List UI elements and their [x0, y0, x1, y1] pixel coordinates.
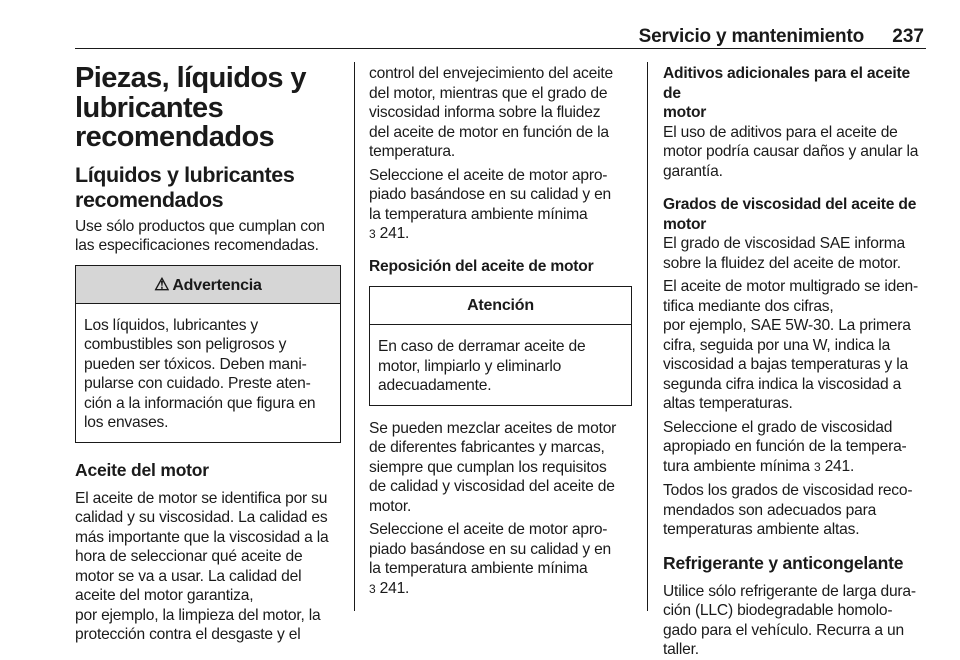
notice-body: En caso de derramar aceite de motor, limpiarlo y eliminarlo adecuadamente. — [378, 338, 586, 394]
section-heading: Líquidos y lubricantes recomendados — [75, 162, 295, 212]
chapter-heading: Piezas, líquidos y lubricantes recomendados — [75, 62, 306, 153]
page-header — [75, 20, 926, 49]
warning-triangle-icon: ⚠ — [154, 274, 170, 294]
additives-paragraph: El uso de aditivos para el aceite de motor podría causar daños y anular la garantía. — [663, 123, 919, 180]
notice-header: Atención — [370, 287, 631, 325]
column-2 — [369, 64, 632, 599]
page-reference[interactable]: 241. — [379, 579, 410, 597]
viscosity-heading: Grados de viscosidad del aceite de motor — [663, 196, 917, 233]
viscosity-paragraph-2: El aceite de motor multigrado se iden- tifica mediante dos cifras, por ejemplo, SAE 5W-30. La primera cifra, seguida por una W, indica la viscosidad a bajas temperaturas y la segunda cifra indica la viscosidad a altas temperaturas. — [663, 278, 919, 412]
page-number: 237 — [892, 26, 924, 47]
notice-box — [369, 286, 632, 406]
page-ref-icon: 3 — [369, 581, 376, 596]
warning-body: Los líquidos, lubricantes y combustibles son peligrosos y pueden ser tóxicos. Deben mani- pularse con cuidado. Preste aten- ción a la información que figura en los envases. — [84, 316, 316, 431]
section-title: Servicio y mantenimiento — [638, 26, 864, 47]
column-3 — [663, 64, 926, 660]
topup-heading: Reposición del aceite de motor — [369, 257, 594, 275]
viscosity-paragraph-3: Seleccione el grado de viscosidad apropiado en función de la tempera- tura ambiente mínima 3 241. — [663, 418, 907, 475]
additives-heading: Aditivos adicionales para el aceite de motor — [663, 65, 910, 121]
intro-paragraph: Use sólo productos que cumplan con las especificaciones recomendadas. — [75, 217, 325, 254]
page-reference[interactable]: 241. — [379, 225, 410, 242]
mix-oils-paragraph: Se pueden mezclar aceites de motor de diferentes fabricantes y marcas, siempre que cumplan los requisitos de calidad y viscosidad del aceite de motor. — [369, 419, 617, 515]
coolant-paragraph: Utilice sólo refrigerante de larga dura- ción (LLC) biodegradable homolo- gado para el vehículo. Recurra a un taller. — [663, 582, 916, 658]
viscosity-paragraph-4: Todos los grados de viscosidad reco- mendados son adecuados para temperaturas ambiente altas. — [663, 482, 913, 538]
page-ref-icon: 3 — [369, 227, 376, 241]
select-oil-paragraph-2: Seleccione el aceite de motor apro- piado basándose en su calidad y en la temperatura ambiente mínima 3 241. — [369, 521, 612, 597]
column-divider — [647, 62, 648, 611]
coolant-heading: Refrigerante y anticongelante — [663, 552, 904, 573]
warning-header — [76, 266, 340, 304]
warning-title: Advertencia — [172, 276, 262, 294]
engine-oil-paragraph: El aceite de motor se identifica por su calidad y su viscosidad. La calidad es más importante que la viscosidad a la hora de seleccionar qué aceite de motor se va a usar. La calidad del aceite del motor garantiza, por ejemplo, la limpieza del motor, la protección contra el desgaste y el — [75, 489, 329, 643]
select-oil-paragraph: Seleccione el aceite de motor apro- piado basándose en su calidad y en la temperatura ambiente mínima 3 241. — [369, 166, 612, 242]
column-divider — [354, 62, 355, 611]
page-ref-icon: 3 — [813, 459, 821, 474]
column-1 — [75, 64, 341, 645]
page-reference[interactable]: 241. — [824, 457, 855, 475]
viscosity-paragraph-1: El grado de viscosidad SAE informa sobre la fluidez del aceite de motor. — [663, 235, 905, 272]
engine-oil-heading: Aceite del motor — [75, 459, 209, 480]
engine-oil-continued: control del envejecimiento del aceite del motor, mientras que el grado de viscosidad informa sobre la fluidez del aceite de motor en función de la temperatura. — [369, 65, 613, 160]
warning-box — [75, 265, 341, 443]
